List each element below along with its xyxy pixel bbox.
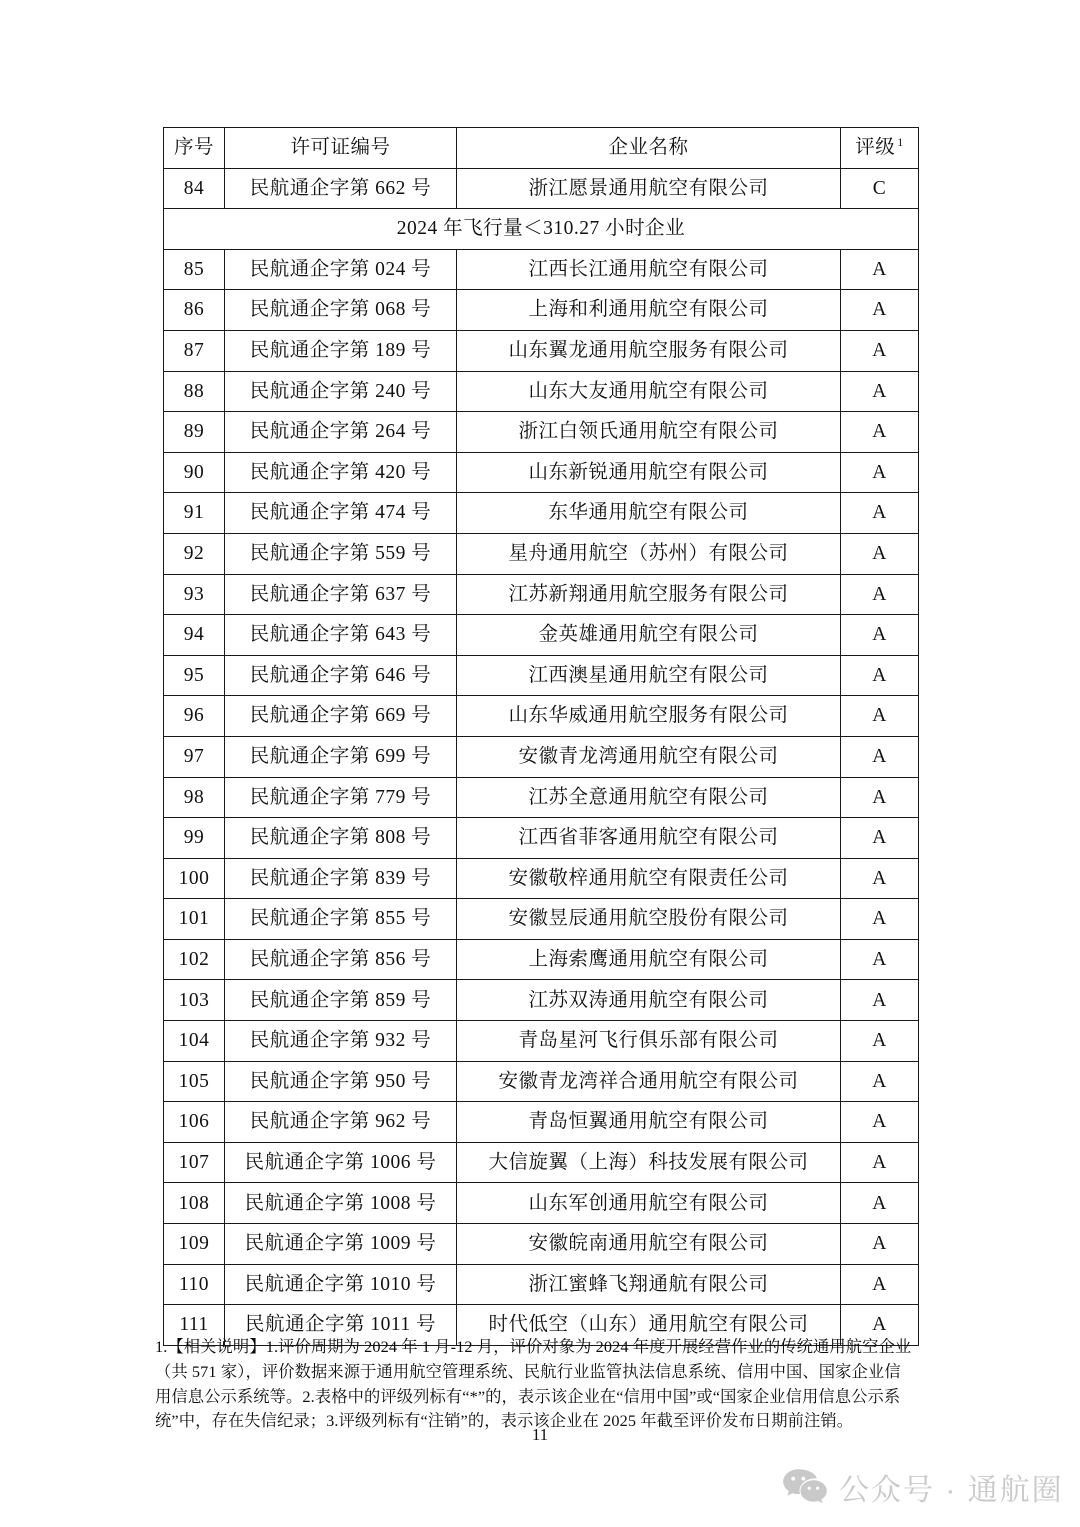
cell-company: 星舟通用航空（苏州）有限公司 — [457, 533, 841, 574]
table-row — [164, 290, 919, 331]
table-row — [164, 371, 919, 412]
footnote-line-4: 统”中，存在失信纪录；3.评级列标有“注销”的，表示该企业在 2025 年截至评价发布日期前注销。 — [155, 1411, 854, 1431]
cell-company: 青岛星河飞行俱乐部有限公司 — [457, 1021, 841, 1062]
table-header — [164, 128, 919, 169]
table-row — [164, 736, 919, 777]
cell-grade: A — [841, 493, 919, 534]
cell-grade: A — [841, 736, 919, 777]
cell-company: 安徽皖南通用航空有限公司 — [457, 1224, 841, 1265]
table-row — [164, 249, 919, 290]
cell-company: 大信旋翼（上海）科技发展有限公司 — [457, 1142, 841, 1183]
table-row — [164, 452, 919, 493]
cell-license: 民航通企字第 1008 号 — [225, 1183, 457, 1224]
cell-company: 山东翼龙通用航空服务有限公司 — [457, 330, 841, 371]
cell-license: 民航通企字第 662 号 — [225, 168, 457, 209]
cell-grade: A — [841, 574, 919, 615]
cell-company: 安徽青龙湾通用航空有限公司 — [457, 736, 841, 777]
cell-index: 107 — [164, 1142, 225, 1183]
table-row — [164, 939, 919, 980]
cell-license: 民航通企字第 669 号 — [225, 696, 457, 737]
cell-license: 民航通企字第 1009 号 — [225, 1224, 457, 1265]
cell-company: 浙江愿景通用航空有限公司 — [457, 168, 841, 209]
column-header-grade-label: 评级 — [855, 137, 896, 159]
table-row — [164, 899, 919, 940]
cell-grade: A — [841, 858, 919, 899]
watermark-text: 公众号 · 通航圈 — [839, 1474, 1064, 1507]
cell-index: 100 — [164, 858, 225, 899]
cell-license: 民航通企字第 855 号 — [225, 899, 457, 940]
table-row — [164, 696, 919, 737]
column-header-index: 序号 — [164, 128, 225, 169]
cell-index: 106 — [164, 1102, 225, 1143]
table-row — [164, 493, 919, 534]
cell-index: 99 — [164, 818, 225, 859]
cell-license: 民航通企字第 856 号 — [225, 939, 457, 980]
table-row — [164, 818, 919, 859]
cell-grade: A — [841, 1305, 919, 1346]
cell-license: 民航通企字第 859 号 — [225, 980, 457, 1021]
cell-company: 江西长江通用航空有限公司 — [457, 249, 841, 290]
cell-index: 101 — [164, 899, 225, 940]
cell-company: 山东华威通用航空服务有限公司 — [457, 696, 841, 737]
cell-grade: A — [841, 939, 919, 980]
cell-grade: A — [841, 249, 919, 290]
cell-index: 102 — [164, 939, 225, 980]
cell-grade: A — [841, 818, 919, 859]
cell-grade: A — [841, 1264, 919, 1305]
cell-grade: A — [841, 533, 919, 574]
cell-company: 浙江蜜蜂飞翔通航有限公司 — [457, 1264, 841, 1305]
cell-license: 民航通企字第 643 号 — [225, 615, 457, 656]
cell-index: 88 — [164, 371, 225, 412]
cell-license: 民航通企字第 1010 号 — [225, 1264, 457, 1305]
cell-index: 98 — [164, 777, 225, 818]
cell-license: 民航通企字第 068 号 — [225, 290, 457, 331]
cell-grade: A — [841, 980, 919, 1021]
cell-grade: A — [841, 615, 919, 656]
cell-grade: A — [841, 412, 919, 453]
footnote-line-3: 用信息公示系统等。2.表格中的评级列标有“*”的，表示该企业在“信用中国”或“国家企业信用信息公示系 — [155, 1386, 901, 1406]
cell-company: 东华通用航空有限公司 — [457, 493, 841, 534]
cell-index: 91 — [164, 493, 225, 534]
cell-index: 89 — [164, 412, 225, 453]
cell-index: 84 — [164, 168, 225, 209]
table-row — [164, 330, 919, 371]
cell-license: 民航通企字第 1006 号 — [225, 1142, 457, 1183]
table-row — [164, 412, 919, 453]
table-row — [164, 858, 919, 899]
cell-company: 安徽敬梓通用航空有限责任公司 — [457, 858, 841, 899]
company-rating-table — [163, 127, 919, 1346]
table-section-title: 2024 年飞行量＜310.27 小时企业 — [164, 209, 919, 250]
table-row — [164, 1224, 919, 1265]
cell-license: 民航通企字第 1011 号 — [225, 1305, 457, 1346]
footnote-line-2: （共 571 家），评价数据来源于通用航空管理系统、民航行业监管执法信息系统、信用中国、国家企业信 — [155, 1361, 901, 1381]
cell-license: 民航通企字第 962 号 — [225, 1102, 457, 1143]
cell-grade: A — [841, 290, 919, 331]
cell-license: 民航通企字第 932 号 — [225, 1021, 457, 1062]
cell-company: 江西省菲客通用航空有限公司 — [457, 818, 841, 859]
footnote-line-1: 1.【相关说明】1.评价周期为 2024 年 1 月-12 月，评价对象为 2024 年度开展经营作业的传统通用航空企业 — [155, 1337, 912, 1356]
cell-company: 江苏新翔通用航空服务有限公司 — [457, 574, 841, 615]
cell-company: 青岛恒翼通用航空有限公司 — [457, 1102, 841, 1143]
cell-company: 上海索鹰通用航空有限公司 — [457, 939, 841, 980]
table-row — [164, 1061, 919, 1102]
cell-index: 93 — [164, 574, 225, 615]
cell-license: 民航通企字第 699 号 — [225, 736, 457, 777]
cell-company: 时代低空（山东）通用航空有限公司 — [457, 1305, 841, 1346]
cell-license: 民航通企字第 189 号 — [225, 330, 457, 371]
cell-company: 山东新锐通用航空有限公司 — [457, 452, 841, 493]
cell-company: 安徽昱辰通用航空股份有限公司 — [457, 899, 841, 940]
cell-license: 民航通企字第 839 号 — [225, 858, 457, 899]
table-row — [164, 980, 919, 1021]
cell-license: 民航通企字第 950 号 — [225, 1061, 457, 1102]
column-header-license: 许可证编号 — [225, 128, 457, 169]
table-row — [164, 1183, 919, 1224]
cell-company: 江苏双涛通用航空有限公司 — [457, 980, 841, 1021]
cell-company: 山东大友通用航空有限公司 — [457, 371, 841, 412]
cell-index: 86 — [164, 290, 225, 331]
table-row — [164, 1142, 919, 1183]
table-row — [164, 615, 919, 656]
cell-license: 民航通企字第 779 号 — [225, 777, 457, 818]
cell-company: 安徽青龙湾祥合通用航空有限公司 — [457, 1061, 841, 1102]
watermark — [782, 1465, 1064, 1509]
cell-index: 85 — [164, 249, 225, 290]
cell-license: 民航通企字第 559 号 — [225, 533, 457, 574]
company-rating-table-container — [163, 127, 918, 1346]
cell-license: 民航通企字第 474 号 — [225, 493, 457, 534]
cell-license: 民航通企字第 264 号 — [225, 412, 457, 453]
cell-grade: A — [841, 655, 919, 696]
cell-grade: A — [841, 1102, 919, 1143]
cell-grade: A — [841, 777, 919, 818]
cell-company: 山东军创通用航空有限公司 — [457, 1183, 841, 1224]
table-row — [164, 1021, 919, 1062]
cell-grade: A — [841, 1224, 919, 1265]
table-row — [164, 574, 919, 615]
cell-index: 110 — [164, 1264, 225, 1305]
table-row — [164, 168, 919, 209]
cell-grade: A — [841, 330, 919, 371]
table-header-row — [164, 128, 919, 169]
cell-company: 金英雄通用航空有限公司 — [457, 615, 841, 656]
cell-license: 民航通企字第 637 号 — [225, 574, 457, 615]
table-row — [164, 1102, 919, 1143]
table-row — [164, 655, 919, 696]
column-header-company: 企业名称 — [457, 128, 841, 169]
column-header-grade-footnote-marker: 1 — [897, 134, 904, 149]
cell-index: 97 — [164, 736, 225, 777]
cell-grade: A — [841, 696, 919, 737]
cell-company: 江西澳星通用航空有限公司 — [457, 655, 841, 696]
cell-grade: A — [841, 1183, 919, 1224]
cell-index: 103 — [164, 980, 225, 1021]
table-body — [164, 168, 919, 1345]
cell-index: 109 — [164, 1224, 225, 1265]
cell-index: 111 — [164, 1305, 225, 1346]
cell-company: 江苏全意通用航空有限公司 — [457, 777, 841, 818]
cell-index: 108 — [164, 1183, 225, 1224]
cell-license: 民航通企字第 420 号 — [225, 452, 457, 493]
table-row — [164, 533, 919, 574]
table-row — [164, 1264, 919, 1305]
cell-company: 上海和利通用航空有限公司 — [457, 290, 841, 331]
cell-grade: A — [841, 371, 919, 412]
cell-grade: A — [841, 1061, 919, 1102]
cell-company: 浙江白领氏通用航空有限公司 — [457, 412, 841, 453]
table-section-header-row — [164, 209, 919, 250]
cell-index: 95 — [164, 655, 225, 696]
column-header-grade — [841, 128, 919, 169]
cell-grade: A — [841, 1021, 919, 1062]
wechat-icon — [782, 1467, 828, 1507]
cell-index: 96 — [164, 696, 225, 737]
cell-index: 87 — [164, 330, 225, 371]
cell-index: 104 — [164, 1021, 225, 1062]
cell-index: 92 — [164, 533, 225, 574]
footnote-block — [155, 1335, 945, 1434]
table-row — [164, 777, 919, 818]
cell-index: 90 — [164, 452, 225, 493]
cell-index: 94 — [164, 615, 225, 656]
cell-license: 民航通企字第 024 号 — [225, 249, 457, 290]
page-number: 11 — [531, 1425, 549, 1444]
cell-index: 105 — [164, 1061, 225, 1102]
cell-license: 民航通企字第 240 号 — [225, 371, 457, 412]
cell-grade: A — [841, 452, 919, 493]
cell-grade: C — [841, 168, 919, 209]
cell-grade: A — [841, 899, 919, 940]
cell-license: 民航通企字第 646 号 — [225, 655, 457, 696]
cell-grade: A — [841, 1142, 919, 1183]
cell-license: 民航通企字第 808 号 — [225, 818, 457, 859]
